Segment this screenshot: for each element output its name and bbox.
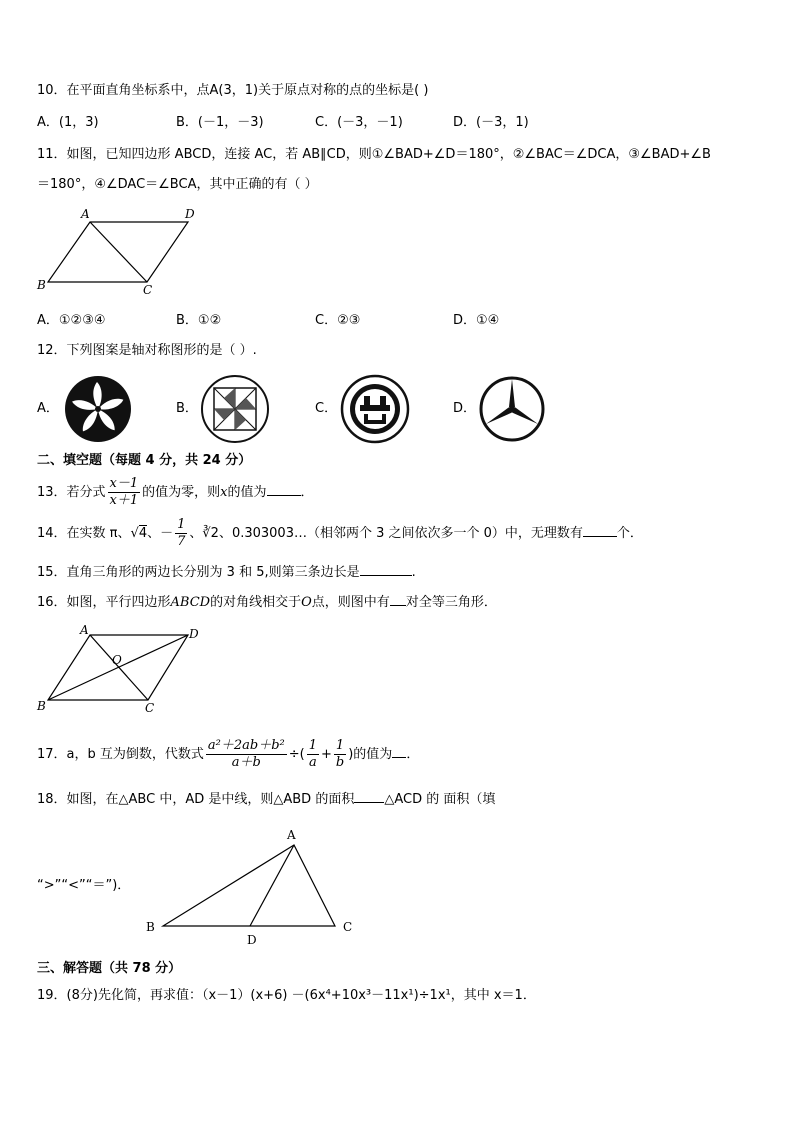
q15-stem: 15．直角三角形的两边长分别为 3 和 5,则第三条边长是 bbox=[37, 565, 360, 580]
q17-plus: + bbox=[321, 747, 332, 762]
pinwheel-emblem-icon bbox=[200, 374, 270, 444]
q10-option-c: C．(－3，－1) bbox=[315, 115, 403, 130]
q13-line bbox=[37, 473, 314, 513]
q17-fraction-denominator: a＋b bbox=[231, 755, 261, 770]
q17-fraction-1-over-a bbox=[307, 738, 319, 771]
q12-option-b-label: B． bbox=[176, 401, 198, 416]
q17-f2-numerator: 1 bbox=[334, 738, 346, 755]
q11-option-b: B．①② bbox=[176, 313, 222, 328]
q18-label-d: D bbox=[247, 933, 257, 946]
q14-sqrt-radicand: 4 bbox=[138, 526, 148, 541]
q16-label-d: D bbox=[189, 627, 199, 641]
q14-line bbox=[37, 514, 643, 554]
bauhinia-flower-emblem-icon bbox=[63, 374, 133, 444]
q13-prefix: 13．若分式 bbox=[37, 485, 106, 500]
q11-label-c: C bbox=[143, 283, 153, 297]
q17-fraction bbox=[206, 738, 287, 771]
q17-end: ． bbox=[406, 747, 420, 762]
q14-end: 个． bbox=[616, 526, 643, 541]
q17-answer-blank bbox=[392, 745, 406, 758]
q11-label-b: B bbox=[37, 278, 46, 292]
q14-fraction-denominator: 7 bbox=[177, 534, 186, 549]
q18-triangle-figure bbox=[140, 826, 360, 946]
q16-label-b: B bbox=[37, 699, 46, 713]
q14-rest: 、∛2、0.303003…（相邻两个 3 之间依次多一个 0）中，无理数有 bbox=[189, 526, 583, 541]
section3-heading: 三、解答题（共 78 分） bbox=[37, 961, 182, 976]
q16-name: ABCD bbox=[170, 595, 211, 610]
q17-line bbox=[37, 733, 419, 777]
q16-answer-blank bbox=[390, 593, 406, 606]
circular-seal-emblem-icon bbox=[340, 374, 410, 444]
q18-label-a: A bbox=[287, 828, 296, 842]
q15-line bbox=[37, 563, 416, 582]
q16-point: O bbox=[301, 595, 312, 610]
q13-answer-blank bbox=[267, 483, 301, 496]
q18-label-c: C bbox=[343, 920, 353, 934]
q11-option-d: D．①④ bbox=[453, 313, 500, 328]
q13-middle: 的值为零，则 bbox=[142, 485, 221, 500]
q13-end: ． bbox=[300, 485, 314, 500]
q12-option-d-label: D． bbox=[453, 401, 477, 416]
q13-variable: x bbox=[220, 485, 228, 500]
q18-tail: “>”“<”“＝”)． bbox=[37, 878, 131, 893]
q14-minus: 、－ bbox=[147, 526, 174, 541]
q16-label-c: C bbox=[145, 701, 155, 715]
q17-operator: ÷( bbox=[288, 747, 305, 762]
q16-label-o: O bbox=[112, 653, 122, 667]
q16-suffix: 点，则图中有 bbox=[311, 595, 390, 610]
q10-option-a: A．(1，3) bbox=[37, 115, 99, 130]
q11-option-a: A．①②③④ bbox=[37, 313, 106, 328]
q11-label-d: D bbox=[185, 207, 195, 221]
q12-option-a-label: A． bbox=[37, 401, 59, 416]
q15-answer-blank bbox=[360, 563, 412, 576]
section2-heading: 二、填空题（每题 4 分，共 24 分） bbox=[37, 453, 252, 468]
q13-fraction-numerator: x－1 bbox=[109, 476, 139, 491]
q16-end: 对全等三角形． bbox=[405, 595, 497, 610]
q16-line bbox=[37, 593, 497, 612]
q10-option-d: D．(－3，1) bbox=[453, 115, 529, 130]
q10-option-b: B．(－1，－3) bbox=[176, 115, 264, 130]
q11-parallelogram-figure bbox=[35, 205, 205, 300]
q16-label-a: A bbox=[80, 623, 89, 637]
q16-prefix: 16．如图，平行四边形 bbox=[37, 595, 171, 610]
q19-stem: 19．(8分)先化简，再求值：（x－1）(x+6) －(6x⁴+10x³－11x¹)÷1x¹，其中 x＝1． bbox=[37, 988, 536, 1003]
q17-fraction-numerator: a²＋2ab＋b² bbox=[207, 738, 285, 753]
q15-end: . bbox=[411, 565, 416, 580]
q18-label-b: B bbox=[146, 920, 155, 934]
q11-label-a: A bbox=[81, 207, 90, 221]
three-pointed-star-emblem-icon bbox=[477, 374, 547, 444]
q17-f1-numerator: 1 bbox=[308, 738, 317, 753]
q13-fraction bbox=[108, 476, 141, 509]
q18-line bbox=[37, 790, 495, 809]
q18-stem-a: 18．如图，在△ABC 中，AD 是中线，则△ABD 的面积 bbox=[37, 792, 355, 807]
q11-stem-line2: ＝180°，④∠DAC＝∠BCA，其中正确的有（ ） bbox=[37, 177, 318, 192]
q14-prefix: 14．在实数 π、 bbox=[37, 526, 131, 541]
q17-suffix: )的值为 bbox=[348, 747, 393, 762]
q16-middle: 的对角线相交于 bbox=[210, 595, 302, 610]
q13-fraction-denominator: x＋1 bbox=[109, 493, 139, 508]
q12-option-c-label: C． bbox=[315, 401, 338, 416]
q12-stem: 12．下列图案是轴对称图形的是（ ）. bbox=[37, 343, 257, 358]
q13-suffix: 的值为 bbox=[227, 485, 267, 500]
q11-stem-line1: 11．如图，已知四边形 ABCD，连接 AC，若 AB∥CD，则①∠BAD+∠D＝180°，②∠BAC＝∠DCA，③∠BAD+∠B bbox=[37, 147, 711, 162]
q16-parallelogram-figure bbox=[35, 622, 210, 717]
q17-f2-denominator: b bbox=[335, 755, 345, 770]
q17-prefix: 17．a，b 互为倒数，代数式 bbox=[37, 747, 204, 762]
q14-answer-blank bbox=[583, 524, 617, 537]
q14-fraction-numerator: 1 bbox=[177, 517, 186, 532]
q17-fraction-1-over-b bbox=[334, 738, 346, 771]
q17-f1-denominator: a bbox=[308, 755, 317, 770]
q14-fraction bbox=[175, 517, 187, 550]
q18-answer-blank bbox=[354, 790, 384, 803]
q10-stem: 10．在平面直角坐标系中，点A(3，1)关于原点对称的点的坐标是( ) bbox=[37, 83, 429, 98]
q14-sqrt-sign: √ bbox=[130, 526, 139, 541]
q11-option-c: C．②③ bbox=[315, 313, 361, 328]
q18-stem-b: △ACD 的 面积（填 bbox=[384, 792, 496, 807]
